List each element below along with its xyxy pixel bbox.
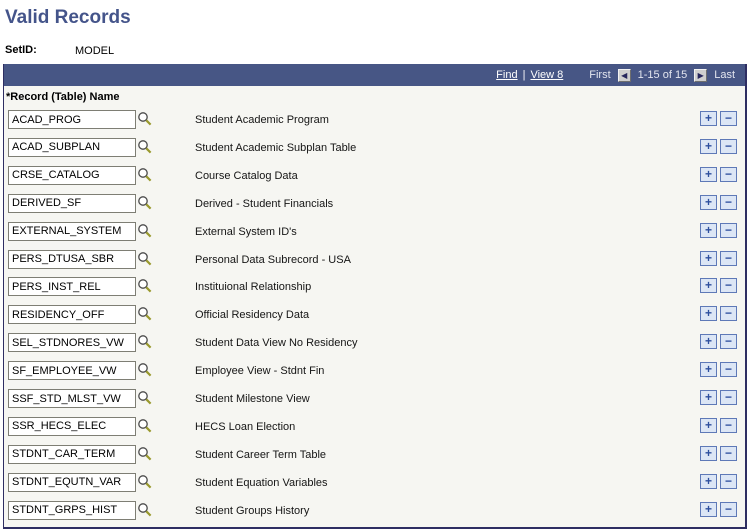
table-row xyxy=(4,250,745,272)
record-description: Student Milestone View xyxy=(195,393,310,405)
record-name-input[interactable] xyxy=(8,277,136,296)
record-description: Student Career Term Table xyxy=(195,448,327,461)
lookup-magnifier-icon[interactable] xyxy=(137,139,153,155)
add-row-button[interactable]: + xyxy=(700,111,717,126)
lookup-magnifier-icon[interactable] xyxy=(137,223,153,239)
add-row-button[interactable]: + xyxy=(700,474,717,489)
record-name-input[interactable] xyxy=(8,389,136,408)
table-row xyxy=(4,473,745,495)
lookup-magnifier-icon[interactable] xyxy=(137,278,153,294)
delete-row-button[interactable]: − xyxy=(720,446,737,461)
record-name-input[interactable] xyxy=(8,250,136,269)
table-row xyxy=(4,501,745,523)
record-description: Student Equation Variables xyxy=(195,476,328,489)
record-name-input[interactable] xyxy=(8,333,136,352)
lookup-magnifier-icon[interactable] xyxy=(137,334,153,350)
record-name-input[interactable] xyxy=(8,473,136,492)
table-row xyxy=(4,110,745,132)
record-description: External System ID's xyxy=(195,225,297,238)
delete-row-button[interactable]: − xyxy=(720,223,737,238)
last-label: Last xyxy=(714,69,735,81)
delete-row-button[interactable]: − xyxy=(720,474,737,489)
table-row xyxy=(4,138,745,160)
lookup-magnifier-icon[interactable] xyxy=(137,390,153,406)
delete-row-button[interactable]: − xyxy=(720,362,737,377)
valid-records-grid xyxy=(3,64,747,529)
add-row-button[interactable]: + xyxy=(700,167,717,182)
setid-label: SetID: xyxy=(5,44,37,56)
add-row-button[interactable]: + xyxy=(700,418,717,433)
delete-row-button[interactable]: − xyxy=(720,418,737,433)
record-name-input[interactable] xyxy=(8,361,136,380)
lookup-magnifier-icon[interactable] xyxy=(137,418,153,434)
column-header-record-name: *Record (Table) Name xyxy=(6,91,120,103)
table-row xyxy=(4,166,745,188)
record-description: Student Academic Subplan Table xyxy=(195,141,357,154)
record-name-input[interactable] xyxy=(8,417,136,436)
lookup-magnifier-icon[interactable] xyxy=(137,362,153,378)
record-description: Derived - Student Financials xyxy=(195,197,334,210)
delete-row-button[interactable]: − xyxy=(720,195,737,210)
record-description: Employee View - Stdnt Fin xyxy=(195,365,325,378)
record-name-input[interactable] xyxy=(8,110,136,129)
record-name-input[interactable] xyxy=(8,166,136,185)
setid-row xyxy=(5,44,115,57)
delete-row-button[interactable]: − xyxy=(720,306,737,321)
find-link[interactable]: Find xyxy=(496,69,518,81)
delete-row-button[interactable]: − xyxy=(720,278,737,293)
record-description: Instituional Relationship xyxy=(195,281,312,294)
table-row xyxy=(4,277,745,299)
lookup-magnifier-icon[interactable] xyxy=(137,502,153,518)
record-description: Personal Data Subrecord - USA xyxy=(195,253,351,266)
lookup-magnifier-icon[interactable] xyxy=(137,111,153,127)
table-row xyxy=(4,445,745,467)
add-row-button[interactable]: + xyxy=(700,334,717,349)
record-name-input[interactable] xyxy=(8,445,136,464)
table-row xyxy=(4,222,745,244)
delete-row-button[interactable]: − xyxy=(720,502,737,517)
record-name-input[interactable] xyxy=(8,222,136,241)
add-row-button[interactable]: + xyxy=(700,223,717,238)
delete-row-button[interactable]: − xyxy=(720,111,737,126)
record-description: Course Catalog Data xyxy=(195,169,298,182)
row-range-text: 1-15 of 15 xyxy=(637,69,688,81)
record-name-input[interactable] xyxy=(8,501,136,520)
lookup-magnifier-icon[interactable] xyxy=(137,474,153,490)
delete-row-button[interactable]: − xyxy=(720,334,737,349)
page-title: Valid Records xyxy=(5,7,131,28)
add-row-button[interactable]: + xyxy=(700,306,717,321)
record-description: HECS Loan Election xyxy=(195,420,296,433)
record-name-input[interactable] xyxy=(8,138,136,157)
setid-value: MODEL xyxy=(75,45,115,57)
toolbar-separator: | xyxy=(522,69,526,81)
add-row-button[interactable]: + xyxy=(700,139,717,154)
lookup-magnifier-icon[interactable] xyxy=(137,306,153,322)
lookup-magnifier-icon[interactable] xyxy=(137,446,153,462)
record-description: Student Data View No Residency xyxy=(195,337,358,350)
previous-page-button[interactable]: ◀ xyxy=(618,69,631,82)
table-row xyxy=(4,333,745,355)
record-description: Official Residency Data xyxy=(195,309,310,322)
record-name-input[interactable] xyxy=(8,194,136,213)
add-row-button[interactable]: + xyxy=(700,251,717,266)
add-row-button[interactable]: + xyxy=(700,195,717,210)
add-row-button[interactable]: + xyxy=(700,502,717,517)
add-row-button[interactable]: + xyxy=(700,390,717,405)
table-row xyxy=(4,361,745,383)
lookup-magnifier-icon[interactable] xyxy=(137,195,153,211)
record-description: Student Academic Program xyxy=(195,114,329,126)
table-row xyxy=(4,305,745,327)
next-page-button[interactable]: ▶ xyxy=(694,69,707,82)
add-row-button[interactable]: + xyxy=(700,362,717,377)
first-label: First xyxy=(589,69,611,81)
record-name-input[interactable] xyxy=(8,305,136,324)
view-all-link[interactable]: View 8 xyxy=(530,69,564,81)
table-row xyxy=(4,389,745,411)
table-row xyxy=(4,194,745,216)
delete-row-button[interactable]: − xyxy=(720,139,737,154)
add-row-button[interactable]: + xyxy=(700,278,717,293)
add-row-button[interactable]: + xyxy=(700,446,717,461)
delete-row-button[interactable]: − xyxy=(720,251,737,266)
delete-row-button[interactable]: − xyxy=(720,167,737,182)
grid-rows xyxy=(4,64,745,527)
table-row xyxy=(4,417,745,439)
delete-row-button[interactable]: − xyxy=(720,390,737,405)
lookup-magnifier-icon[interactable] xyxy=(137,251,153,267)
lookup-magnifier-icon[interactable] xyxy=(137,167,153,183)
record-description: Student Groups History xyxy=(195,504,310,517)
